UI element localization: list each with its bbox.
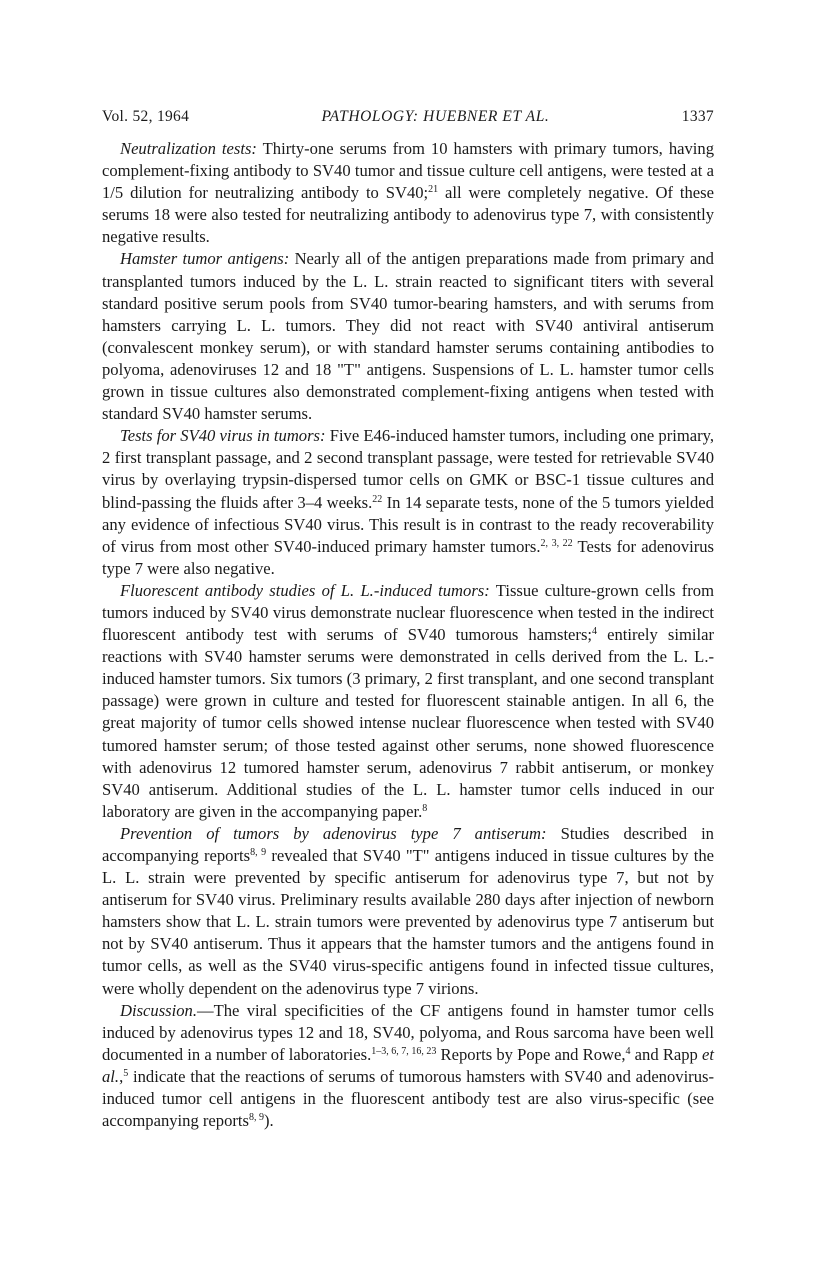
paragraph-lead: Tests for SV40 virus in tumors: <box>120 426 326 446</box>
paragraph-text: Tissue culture-grown cells from tumors induced by SV40 virus demonstrate nuclear fluorescence when tested in the indirect fluorescent antibody test with serums of SV40 tumorous hamsters; <box>102 580 714 645</box>
reference-marker: 4 <box>592 626 598 638</box>
paragraph-lead: Hamster tumor antigens: <box>120 249 290 269</box>
reference-marker: 8, 9 <box>250 847 267 858</box>
reference-marker: 2, 3, 22 <box>540 537 573 549</box>
reference-marker: 4 <box>625 1045 631 1057</box>
reference-marker: 21 <box>428 184 439 196</box>
section-heading-discussion: Discussion. <box>120 1000 197 1020</box>
paragraph-text: all were completely negative. Of these serums 18 were also tested for neutralizing antibody to adenovirus type 7, with consistently negative results. <box>102 183 714 247</box>
reference-marker: 1–3, 6, 7, 16, 23 <box>371 1045 437 1057</box>
paragraph-discussion <box>102 1000 714 1133</box>
running-title: PATHOLOGY: HUEBNER ET AL. <box>321 108 550 125</box>
reference-marker: 8, 9 <box>249 1112 264 1124</box>
paragraph-lead: Fluorescent antibody studies of L. L.-induced tumors: <box>120 580 490 600</box>
paragraph-text: —The viral specificities of the CF antigens found in hamster tumor cells induced by adenovirus types 12 and 18, SV40, polyoma, and Rous sarcoma have been well documented in a number of laboratories. <box>102 1000 714 1064</box>
running-header <box>102 108 714 126</box>
paragraph-text: In 14 separate tests, none of the 5 tumors yielded any evidence of infectious SV40 virus. This result is in contrast to the ready recoverability of virus from most other SV40-induced primary hamster tumors. <box>102 492 714 556</box>
reference-marker: 22 <box>372 493 383 505</box>
paragraph-text: Five E46-induced hamster tumors, including one primary, 2 first transplant passage, and 2 second transplant passage, were tested for retrievable SV40 virus by overlaying trypsin-dispersed tumor cells on GMK or BSC-1 tissue cultures and blind-passing the fluids after 3–4 weeks. <box>102 426 715 512</box>
paragraph-lead: Neutralization tests: <box>120 139 257 158</box>
paragraph-text: Thirty-one serums from 10 hamsters with primary tumors, having complement-fixing antibody to SV40 tumor and tissue culture cell antigens, were tested at a 1/5 dilution for neutralizing antibody to SV40; <box>102 139 714 203</box>
paragraph-text: , <box>119 1066 124 1086</box>
paragraph-text: revealed that SV40 "T" antigens induced in tissue cultures by the L. L. strain were prevented by specific antiserum for adenovirus type 7, but not by antiserum for SV40 virus. Preliminary results available 280 days after injection of newborn hamsters show that L. L. strain tumors were prevented by adenovirus type 7 antiserum but not by SV40 antiserum. Thus it appears that the hamster tumors and the antigens found in tumor cells, as well as the SV40 virus-specific antigens found in infected tissue cultures, were wholly dependent on the adenovirus type 7 virions. <box>102 846 715 998</box>
article-body <box>102 138 714 1132</box>
paragraph-text: Nearly all of the antigen preparations made from primary and transplanted tumors induced by the L. L. strain reacted to significant titers with several standard positive serum pools from SV40 tumor-bearing hamsters, and with serums from hamsters carrying L. L. tumors. They did not react with SV40 antiviral antiserum (convalescent monkey serum), or with standard hamster serums containing antibodies to polyoma, adenoviruses 12 and 18 "T" antigens. Suspensions of L. L. hamster tumor cells grown in tissue cultures also demonstrated complement-fixing antigens when tested with standard SV40 hamster serums. <box>102 249 714 424</box>
volume-label: Vol. 52, 1964 <box>102 108 190 125</box>
paragraph-hamster-antigens <box>102 248 714 425</box>
paragraph-lead: Prevention of tumors by adenovirus type 7 antiserum: <box>120 823 547 843</box>
paragraph-text: Tests for adenovirus type 7 were also negative. <box>102 536 715 578</box>
paragraph-text: Reports by Pope and Rowe, <box>436 1044 626 1064</box>
paragraph-text: Studies described in accompanying reports <box>102 823 714 865</box>
reference-marker: 5 <box>123 1067 129 1079</box>
paragraph-text: entirely similar reactions with SV40 hamster serums were demonstrated in cells derived from the L. L.-induced hamster tumors. Six tumors (3 primary, 2 first transplant, and one second transplant passage) were grown in culture and tested for fluorescent stainable antigen. In all 6, the great majority of tumor cells showed intense nuclear fluorescence when tested with SV40 tumored hamster serum; of those tested against other serums, none showed fluorescence with adenovirus 12 tumored hamster serum, adenovirus 7 rabbit antiserum, or monkey SV40 antiserum. Additional studies of the L. L. hamster tumor cells induced in our laboratory are given in the accompanying paper. <box>102 625 714 821</box>
paragraph-text: ). <box>264 1111 274 1131</box>
paragraph-text: and Rapp <box>630 1044 703 1064</box>
et-al: et al. <box>102 1044 715 1086</box>
paragraph-prevention <box>102 823 714 1000</box>
reference-marker: 8 <box>422 802 428 814</box>
paragraph-text: indicate that the reactions of serums of tumorous hamsters with SV40 and adenovirus-induced tumor cell antigens in the fluorescent antibody test are also virus-specific (see accompanying reports <box>102 1066 714 1131</box>
paragraph-sv40-tests <box>102 425 714 580</box>
page-number: 1337 <box>681 108 714 125</box>
paragraph-fluorescent-antibody <box>102 580 714 823</box>
paragraph-neutralization <box>102 138 714 248</box>
